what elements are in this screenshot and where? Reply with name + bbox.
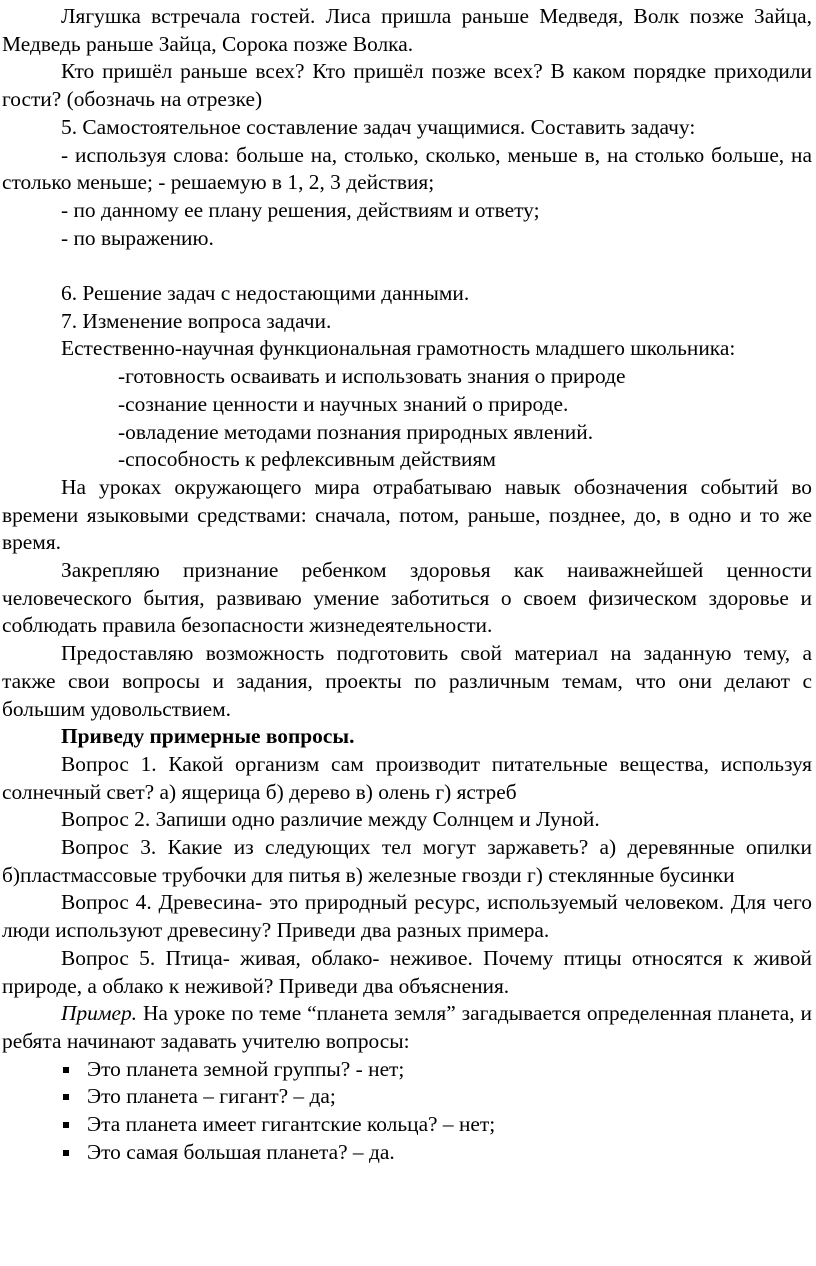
questions-heading: Приведу примерные вопросы.: [61, 724, 355, 749]
planet-questions-list: [2, 1056, 812, 1167]
list-item: Эта планета имеет гигантские кольца? – нет;: [61, 1111, 812, 1139]
question-2: Вопрос 2. Запиши одно различие между Солнцем и Луной.: [61, 807, 600, 832]
question-5: Вопрос 5. Птица- живая, облако- неживое. Почему птицы относятся к живой природе, а облако к неживой? Приведи два объяснения.: [2, 945, 812, 998]
competency-item: -способность к рефлексивным действиям: [118, 447, 496, 472]
competency-item: -сознание ценности и научных знаний о природе.: [118, 391, 569, 416]
time-expressions-paragraph: На уроках окружающего мира отрабатываю навык обозначения событий во времени языковыми средствами: сначала, потом, раньше, позднее, до, в одно и то же время.: [2, 474, 812, 555]
question-4: Вопрос 4. Древесина- это природный ресурс, используемый человеком. Для чего люди используют древесину? Приведи два разных примера.: [2, 890, 812, 943]
item-5-words: - используя слова: больше на, столько, сколько, меньше в, на столько больше, на столько меньше; - решаемую в 1, 2, 3 действия;: [2, 142, 812, 195]
example-paragraph: [2, 1000, 812, 1055]
frog-guests-questions: Кто пришёл раньше всех? Кто пришёл позже всех? В каком порядке приходили гости? (обозначь на отрезке): [2, 59, 812, 112]
list-item: Это планета земной группы? - нет;: [61, 1056, 812, 1084]
item-5-expression: - по выражению.: [61, 225, 214, 250]
list-item: Это самая большая планета? – да.: [61, 1139, 812, 1167]
question-3: Вопрос 3. Какие из следующих тел могут заржаветь? а) деревянные опилки б)пластмассовые трубочки для питья в) железные гвозди г) стеклянные бусинки: [2, 835, 812, 887]
health-paragraph: Закрепляю признание ребенком здоровья как наиважнейшей ценности человеческого бытия, развиваю умение заботиться о своем физическом здоровье и соблюдать правила безопасности жизнедеятельности.: [2, 558, 812, 638]
frog-guests-problem: Лягушка встречала гостей. Лиса пришла раньше Медведя, Волк позже Зайца, Медведь раньше Зайца, Сорока позже Волка.: [2, 4, 812, 56]
item-7: 7. Изменение вопроса задачи.: [61, 308, 332, 333]
list-item: Это планета – гигант? – да;: [61, 1083, 812, 1111]
item-5-plan: - по данному ее плану решения, действиям и ответу;: [61, 197, 540, 222]
question-1: Вопрос 1. Какой организм сам производит питательные вещества, используя солнечный свет? а) ящерица б) дерево в) олень г) ястреб: [2, 751, 812, 804]
example-label: Пример.: [61, 1001, 138, 1026]
science-literacy-heading: Естественно-научная функциональная грамотность младшего школьника:: [61, 336, 736, 361]
projects-paragraph: Предоставляю возможность подготовить свой материал на заданную тему, а также свои вопросы и задания, проекты по различным темам, что они делают с большим удовольствием.: [2, 641, 812, 721]
competency-item: -овладение методами познания природных явлений.: [118, 419, 594, 444]
blank-line: [2, 252, 812, 280]
example-text: На уроке по теме “планета земля” загадывается определенная планета, и ребята начинают задавать учителю вопросы:: [2, 1001, 812, 1053]
competency-item: -готовность осваивать и использовать знания о природе: [118, 364, 626, 389]
item-6: 6. Решение задач с недостающими данными.: [61, 281, 470, 306]
item-5-heading: 5. Самостоятельное составление задач учащимися. Составить задачу:: [61, 114, 696, 139]
